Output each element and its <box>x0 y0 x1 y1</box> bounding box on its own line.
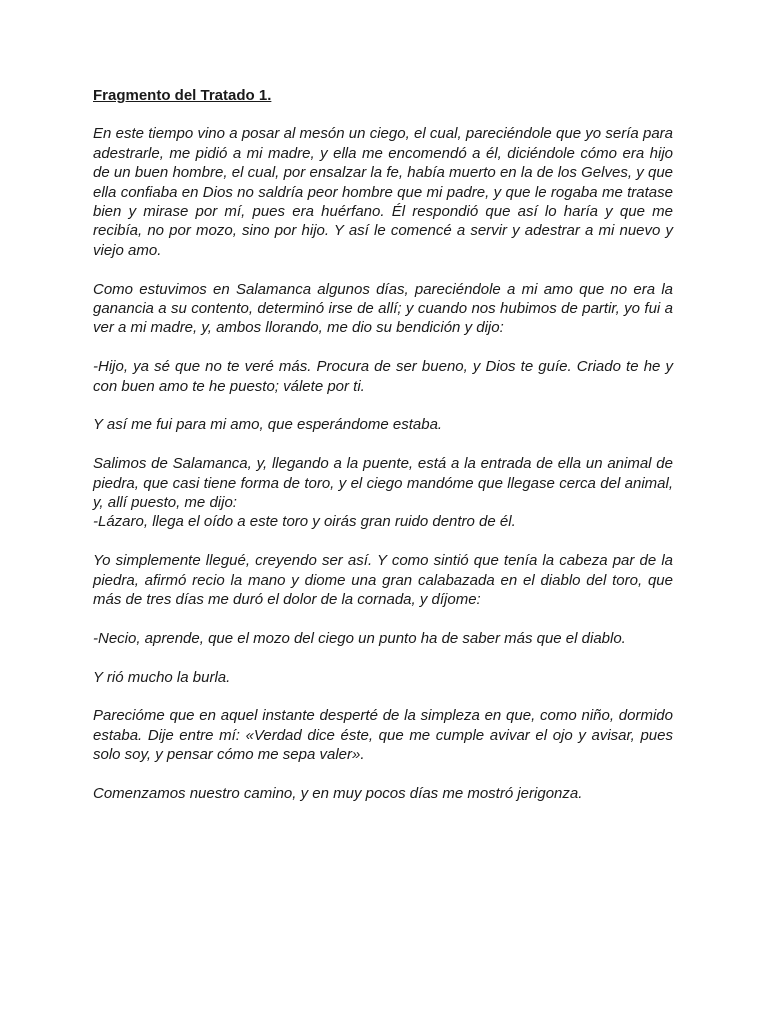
paragraph-2: Como estuvimos en Salamanca algunos días, pareciéndole a mi amo que no era la ganancia a su contento, determinó irse de allí; y cuando nos hubimos de partir, yo fui a ver a mi madre, y, ambos llorando, me dio su bendición y dijo: <box>93 280 673 337</box>
document-title: Fragmento del Tratado 1. <box>93 87 272 104</box>
paragraph-9: Y rió mucho la burla. <box>93 668 231 686</box>
paragraph-7: Yo simplemente llegué, creyendo ser así. Y como sintió que tenía la cabeza par de la piedra, afirmó recio la mano y diome una gran calabazada en el diablo del toro, que más de tres días me duró el dolor de la cornada, y díjome: <box>93 552 673 609</box>
paragraph-10: Parecióme que en aquel instante desperté de la simpleza en que, como niño, dormido estaba. Dije entre mí: «Verdad dice éste, que me cumple avivar el ojo y avisar, pues solo soy, y pensar cómo me sepa valer». <box>93 707 673 764</box>
paragraph-6: -Lázaro, llega el oído a este toro y oirás gran ruido dentro de él. <box>93 513 516 531</box>
paragraph-3: -Hijo, ya sé que no te veré más. Procura de ser bueno, y Dios te guíe. Criado te he y con buen amo te he puesto; válete por ti. <box>93 358 673 395</box>
paragraph-1: En este tiempo vino a posar al mesón un ciego, el cual, pareciéndole que yo sería para adestrarle, me pidió a mi madre, y ella me encomendó a él, diciéndole cómo era hijo de un buen hombre, el cual, por ensalzar la fe, había muerto en la de los Gelves, y que ella confiaba en Dios no saldría peor hombre que mi padre, y que le rogaba me tratase bien y mirase por mí, pues era huérfano. Él respondió que así lo haría y que me recibía, no por mozo, sino por hijo. Y así le comencé a servir y adestrar a mi nuevo y viejo amo. <box>93 125 673 259</box>
paragraph-11: Comenzamos nuestro camino, y en muy pocos días me mostró jerigonza. <box>93 785 583 803</box>
paragraph-5: Salimos de Salamanca, y, llegando a la puente, está a la entrada de ella un animal de piedra, que casi tiene forma de toro, y el ciego mandóme que llegase cerca del animal, y, allí puesto, me dijo: <box>93 455 673 512</box>
document-page <box>93 86 673 823</box>
paragraph-4: Y así me fui para mi amo, que esperándome estaba. <box>93 416 443 434</box>
paragraph-8: -Necio, aprende, que el mozo del ciego un punto ha de saber más que el diablo. <box>93 629 626 647</box>
